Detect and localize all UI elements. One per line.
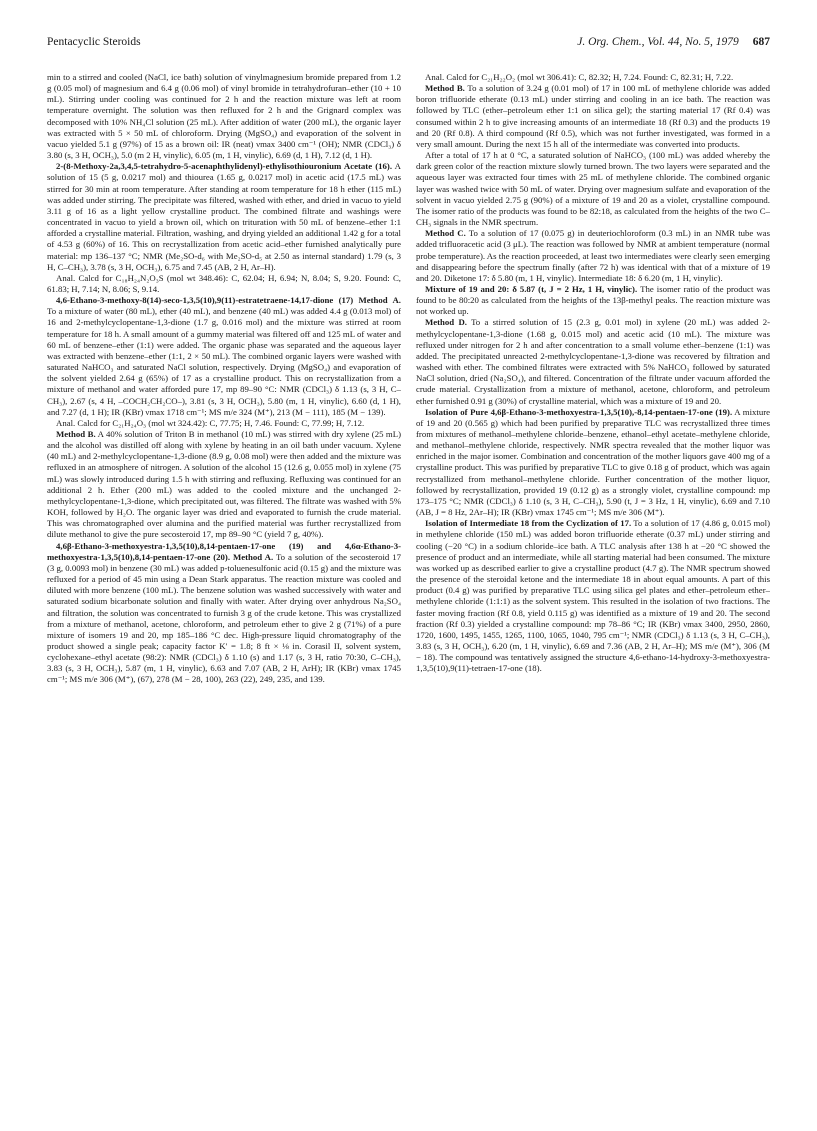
paragraph-heading: 4,6-Ethano-3-methoxy-8(14)-seco-1,3,5(10),9(11)-estratetraene-14,17-dione (17) Method A. xyxy=(56,295,401,306)
section-title: Pentacyclic Steroids xyxy=(47,36,141,48)
paragraph-text: To a solution of 17 (4.86 g, 0.015 mol) in methylene chloride (150 mL) was added boron trifluoride etherate (0.37 mL) under stirring and cooling (−20 °C) in a sodium chloride–ice bath. A TLC analysis after 138 h at −20 °C showed the presence of product and an intermediate, while all starting material had been consumed. The mixture was worked up as described earlier to give a crystalline product (4.7 g). The NMR spectrum showed the presence of the steroidal ketone and the intermediate 18 in about equal amounts. A part of this product (0.4 g) was purified by preparative TLC using silica gel plates and ether–petroleum ether–methylene chloride (1:1:1) as the solvent system. This resulted in the isolation of two fractions. The faster moving fraction (Rf 0.8, yield 0.115 g) was identified as a mixture of 19 and 20. The second fraction (Rf 0.3) yielded a crystalline compound: mp 78–86 °C; IR (KBr) νmax 3400, 2950, 2860, 1720, 1600, 1495, 1455, 1265, 1100, 1065, 1040, 795 cm⁻¹; NMR (CDCl₃) δ 1.13 (s, 3 H, C–CH₃), 3.83 (s, 3 H, OCH₃), 6.20 (m, 1 H, vinylic), 6.69 and 7.36 (AB, 2 H, Ar–H); MS m/e (M⁺), 306 (M − 18). The compound was tentatively assigned the structure 4,6-ethano-14-hydroxy-3-methoxyestra-1,3,5(10),9(11)-tetraen-17-one (18). xyxy=(416,518,770,674)
paragraph xyxy=(416,518,770,674)
paragraph-text: To a solution of 3.24 g (0.01 mol) of 17 in 100 mL of methylene chloride was added boron trifluoride etherate (0.13 mL) under stirring and cooling in an ice bath. The reaction was followed by TLC (ether–petroleum ether 1:1 on silica gel); the starting material 17 (Rf 0.4) was consumed within 2 h to give increasing amounts of an intermediate 18 (Rf 0.3) and the products 19 and 20 (Rf 0.8). A third compound (Rf 0.5), which was not further investigated, was formed in a very small amount. During the next 15 h all of the intermediate was converted into products. xyxy=(416,83,770,149)
paragraph-text: To a solution of the secosteroid 17 (3 g, 0.0093 mol) in benzene (30 mL) was added p-toluenesulfonic acid (0.15 g) and the mixture was refluxed for a period of 45 min using a Dean Stark apparatus. The reaction mixture was cooled and diluted with more benzene (100 mL). The benzene solution was washed successively with water and saturated sodium bicarbonate solution and finally with water. After drying over anhydrous Na₂SO₄ and filtration, the solution was concentrated to furnish 3 g of the crude ketone. This was crystallized from a mixture of methanol, acetone, chloroform, and petroleum ether to give 2 g (71%) of a pure mixture of isomers 19 and 20, mp 185–186 °C dec. High-pressure liquid chromatography of the product showed a single peak; capacity factor K′ = 1.8; 8 ft × ⅛ in. Corasil II, solvent system, cyclohexane–ethyl acetate (98:2): NMR (CDCl₃) δ 1.10 (s) and 1.17 (s, 3 H, ratio 70:30, C–CH₃), 3.83 (s, 3 H, OCH₃), 5.87 (m, 1 H, vinylic), 6.63 and 7.07 (AB, 2 H, ArH); IR (KBr) νmax 1745 cm⁻¹; MS m/e 306 (M⁺), (67), 278 (M − 28, 100), 263 (22), 249, 235, and 139. xyxy=(47,551,401,685)
paragraph-text: A solution of 15 (5 g, 0.0217 mol) and thiourea (1.65 g, 0.0217 mol) in acetic acid (17.5 mL) was stirred for 30 min at room temperature. After standing at room temperature for 18 h ether (115 mL) was added under stirring. The precipitate was filtered, washed with ether, and dried in vacuo to yield 3.11 g of 16 as a light yellow crystalline product. The combined filtrate and washings were concentrated in vacuo to yield a brown oil, which on trituration with 50 mL of benzene–ether 1:1 afforded a crystalline material. Filtration, washing, and drying yielded an additional 1.42 g for a total of 4.53 g (60%) of 16. This on recrystallization from acetic acid–ether furnished analytically pure material: mp 136–137 °C; NMR (Me₂SO-d₆ with Me₂SO-d₅ at 2.50 as internal standard) 1.79 (s, 3 H, C–CH₃), 3.78 (s, 3 H, OCH₃), 6.75 and 7.45 (AB, 2 H, Ar–H). xyxy=(47,161,401,272)
paragraph xyxy=(47,429,401,541)
paragraph xyxy=(416,228,770,284)
paragraph xyxy=(416,407,770,519)
paragraph-text: To a solution of 17 (0.075 g) in deuteriochloroform (0.3 mL) in an NMR tube was added trifluoracetic acid (3 μL). The reaction was followed by NMR at ambient temperature (normal probe temperature). As the reaction proceeded, at least two intermediates were clearly seen emerging and disappearing before the spectrum finally (after 72 h) was identical with that of a mixture of 19 and 20. Diketone 17: δ 5.80 (m, 1 H, vinylic). Intermediate 18: δ 6.20 (m, 1 H, vinylic). xyxy=(416,228,770,283)
right-column xyxy=(416,72,770,1112)
paragraph-heading: 2-(8-Methoxy-2a,3,4,5-tetrahydro-5-acenaphthylidenyl)-ethylisothiouronium Acetate (16). xyxy=(56,161,393,172)
left-column xyxy=(47,72,401,1112)
page-number: 687 xyxy=(752,36,770,48)
paragraph xyxy=(416,150,770,228)
paragraph xyxy=(47,273,401,295)
paragraph-heading: Method D. xyxy=(425,317,467,328)
paragraph xyxy=(416,284,770,317)
paragraph-heading: Isolation of Pure 4,6β-Ethano-3-methoxyestra-1,3,5(10),-8,14-pentaen-17-one (19). xyxy=(425,406,733,417)
paragraph-text: Anal. Calcd for C₁₈H₂₄N₂O₃S (mol wt 348.46): C, 62.04; H, 6.94; N, 8.04; S, 9.20. Found: C, 61.83; H, 7.14; N, 8.06; S, 9.14. xyxy=(47,272,401,294)
paragraph-heading: Method B. xyxy=(56,429,96,439)
paragraph-text: A 40% solution of Triton B in methanol (10 mL) was stirred with dry xylene (25 mL) and the alcohol was distilled off along with xylene by heating in an oil bath under vacuum. Xylene (40 mL) and 2-methylcyclopentane-1,3-dione (8.9 g, 0.08 mol) were then added and the mixture was refluxed in an atmosphere of nitrogen. A solution of the alcohol 15 (12.6 g, 0.055 mol) in xylene (75 mL) was slowly introduced during 1.5 h with stirring and refluxing. Refluxing was continued for an additional 2 h. Ether (200 mL) was added to the cooled mixture and the unchanged 2-methylcyclopentane-1,3-dione, which precipitated out, was filtered. The filtrate was washed with 5% KOH, followed by H₂O. The organic layer was dried and evaporated to furnish the crude material. This was chromatographed over alumina and the purified material was further recrystallized from dilute methanol to give the pure secosteroid 17, mp 89–90 °C (yield 7 g, 40%). xyxy=(47,429,401,540)
paragraph-text: Anal. Calcd for C₂₁H₂₂O₂ (mol wt 306.41): C, 82.32; H, 7.24. Found: C, 82.31; H, 7.22. xyxy=(425,72,734,82)
paragraph-heading: Mixture of 19 and 20: δ 5.87 (t, J = 2 Hz, 1 H, vinylic). xyxy=(425,283,638,294)
paragraph-text: The isomer ratio of the product was found to be 80:20 as calculated from the heights of the 13β-methyl peaks. The reaction mixture was not worked up. xyxy=(416,283,770,317)
journal-citation: J. Org. Chem., Vol. 44, No. 5, 1979 xyxy=(577,36,739,48)
paragraph-text: min to a stirred and cooled (NaCl, ice bath) solution of vinylmagnesium bromide prepared from 1.2 g (0.05 mol) of magnesium and 6.4 g (0.06 mol) of vinyl bromide in tetrahydrofuran–ether (10 + 10 mL). Stirring under cooling was continued for 2 h and the reaction mixture was left at room temperature overnight. The solution was then refluxed for 2 h and the Grignard complex was decomposed with 10% NH₄Cl solution (25 mL). After addition of water (200 mL), the organic layer was extracted with 5 × 50 mL of chloroform. Drying (MgSO₄) and evaporation of the solvent in vacuo yielded 5.1 g (97%) of 15 as a brown oil: IR (neat) νmax 3400 cm⁻¹ (OH); NMR (CDCl₃) δ 3.80 (s, 3 H, OCH₃), 5.0 (m 2 H, vinylic), 6.05 (m, 1 H, vinylic), 6.69 (d, 1 H), 7.12 (d, 1 H). xyxy=(47,72,401,161)
paragraph xyxy=(47,161,401,273)
paragraph xyxy=(47,541,401,686)
paragraph xyxy=(47,72,401,161)
paragraph xyxy=(47,295,401,418)
paragraph-heading: Method C. xyxy=(425,228,466,239)
paragraph-text: After a total of 17 h at 0 °C, a saturated solution of NaHCO₃ (100 mL) was added whereby the dark green color of the reaction mixture slowly turned brown. The two layers were separated and the aqueous layer was extracted four times with 25 mL of methylene chloride. The combined organic layer was washed twice with 50 mL of water. Drying over magnesium sulfate and evaporation of the solvent in vacuo yielded 2.75 g (90%) of a mixture of 19 and 20 as a violet, crystalline compound. The isomer ratio of the products was found to be 82:18, as calculated from the heights of the two C–CH₃ signals in the NMR spectrum. xyxy=(416,150,770,228)
running-header xyxy=(47,36,770,54)
paragraph-heading: 4,6β-Ethano-3-methoxyestra-1,3,5(10),8,14-pentaen-17-one (19) and 4,6α-Ethano-3-methoxyestra-1,3,5(10),8,14-pentaen-17-one (20). Method A. xyxy=(47,540,401,562)
paragraph-text: To a mixture of water (80 mL), ether (40 mL), and benzene (40 mL) was added 4.4 g (0.013 mol) of 16 and 2-methylcyclopentane-1,3-dione (1.7 g, 0.016 mol) and the mixture was stirred at room temperature for 18 h. A small amount of a gummy material was filtered off and 125 mL of water and 60 mL of benzene–ether (1:1) were added. The organic phase was separated and the aqueous layer was extracted with benzene–ether (1:1, 2 × 50 mL). The combined organic layers were washed with saturated NaHCO₃ and saturated NaCl solution, respectively. Drying (MgSO₄) and evaporation of the solvent yielded 2.64 g (65%) of 17 as a crystalline product. This on recrystallization from a mixture of methanol and water afforded pure 17, mp 89–90 °C: NMR (CDCl₃) δ 1.13 (s, 3 H, C–CH₃), 2.67 (s, 4 H, –COCH₂CH₂CO–), 3.81 (s, 3 H, OCH₃), 5.80 (m, 1 H, vinylic), 6.60 (d, 1 H), and 7.27 (d, 1 H); IR (KBr) νmax 1718 cm⁻¹; MS m/e 324 (M⁺), 213 (M − 111), 185 (M − 139). xyxy=(47,306,401,417)
paragraph xyxy=(416,83,770,150)
paragraph-text: A mixture of 19 and 20 (0.565 g) which had been purified by preparative TLC was recrystallized three times from mixtures of methanol–methylene chloride–benzene, ethanol–ethyl acetate–methylene chloride, and methanol–methylene chloride, respectively. NMR spectra revealed that the mother liquor was enriched in the major isomer. Combination and concentration of the mother liquors gave 400 mg of a crystalline product. This was purified by preparative TLC to give 0.18 g of product, which was again recrystallized from methanol–methylene chloride. Further concentration of the mother liquor, followed by recrystallization, provided 19 (0.12 g) as a strongly violet, crystalline compound: mp 173–175 °C; NMR (CDCl₃) δ 1.10 (s, 3 H, C–CH₃), 5.90 (t, J = 3 Hz, 1 H, vinylic), 6.69 and 7.10 (AB, J = 8 Hz, 2Ar–H); IR (KBr) νmax 1745 cm⁻¹; MS m/e 306 (M⁺). xyxy=(416,406,770,518)
paragraph-text: To a stirred solution of 15 (2.3 g, 0.01 mol) in xylene (20 mL) was added 2-methylcyclopentane-1,3-dione (1.68 g, 0.015 mol) and acetic acid (10 mL). The mixture was refluxed under nitrogen for 2 h and after concentration to a small volume ether–benzene (1:1) was added. The precipitated unreacted 2-methylcyclopentane-1,3-dione was recovered by filtration and washed with ether. The combined filtrates were extracted with 5% NaHCO₃ followed by saturated NaCl solution, dried (Na₂SO₄), and filtered. Concentration of the filtrate under vacuum afforded the crude material. Crystallization from a mixture of methanol, acetone, chloroform, and petroleum ether furnished 0.91 g (30%) of crystalline material, which was a mixture of 19 and 20. xyxy=(416,317,770,406)
paragraph-text: Anal. Calcd for C₂₁H₂₄O₃ (mol wt 324.42): C, 77.75; H, 7.46. Found: C, 77.99; H, 7.12. xyxy=(56,417,365,428)
paragraph-heading: Isolation of Intermediate 18 from the Cyclization of 17. xyxy=(425,518,632,529)
paragraph xyxy=(416,317,770,406)
paragraph xyxy=(416,72,770,83)
paragraph xyxy=(47,418,401,429)
paragraph-heading: Method B. xyxy=(425,83,465,94)
